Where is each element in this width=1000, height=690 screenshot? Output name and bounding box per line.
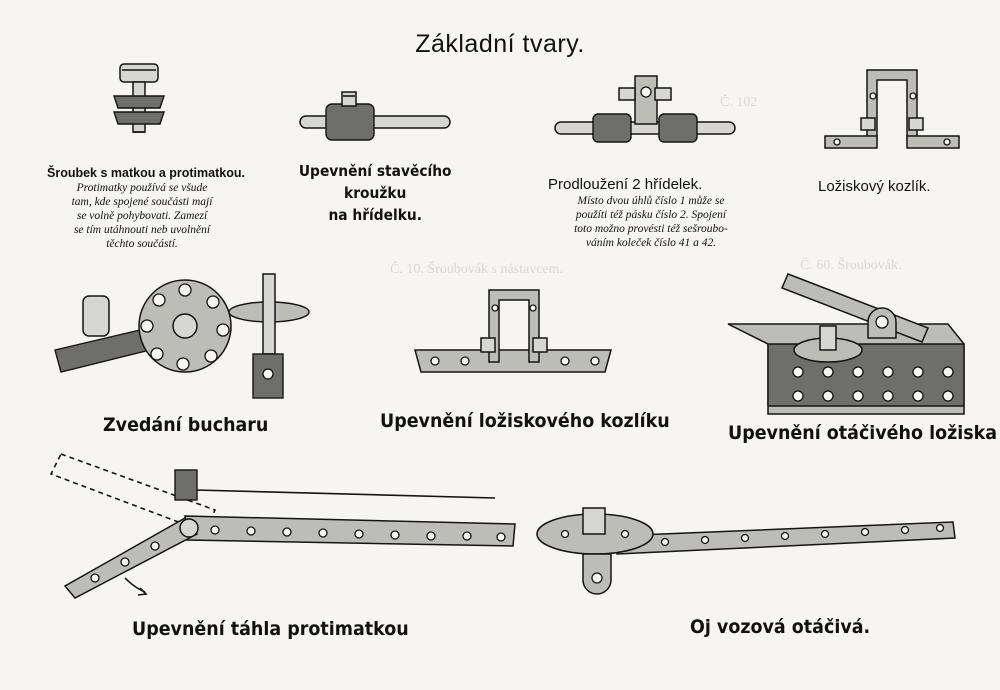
- show-through-text: Č. 10. Šroubovák s nástavcem.: [390, 262, 564, 277]
- note-bolt: Protimatky používá se všude tam, kde spojené součásti mají se volně pohybovati. Zamezí se tím utáhnouti neb uvolnění těchto součástí.: [71, 182, 213, 250]
- note-extension: Místo dvou úhlů číslo 1 může se použíti též pásku číslo 2. Spojení toto možno provésti též sešroubo- váním koleček číslo 41 a 42.: [574, 195, 728, 249]
- steering-illustration: [535, 500, 955, 600]
- show-through-text: Č. 60. Šroubovák.: [800, 258, 902, 273]
- caption-steering: Oj vozová otáčivá.: [690, 616, 871, 638]
- caption-collar: Upevnění stavěcího kroužku na hřídelku.: [298, 162, 452, 224]
- caption-bolt: Šroubek s matkou a protimatkou.: [47, 166, 245, 180]
- page-title: Základní tvary.: [415, 30, 585, 58]
- show-through-text: Č. 102: [720, 95, 758, 110]
- extension-illustration: [555, 70, 735, 160]
- caption-hammer: Zvedání bucharu: [103, 414, 269, 436]
- rod-illustration: [55, 450, 515, 600]
- bolt-illustration: [100, 62, 180, 152]
- pivot-mount-illustration: [728, 268, 968, 416]
- caption-bracket: Ložiskový kozlík.: [818, 178, 931, 195]
- bracket-illustration: [825, 66, 965, 156]
- caption-bracket-mount: Upevnění ložiskového kozlíku: [380, 410, 670, 432]
- caption-rod: Upevnění táhla protimatkou: [132, 618, 409, 640]
- collar-illustration: [300, 88, 460, 148]
- hammer-illustration: [55, 270, 315, 400]
- caption-pivot-mount: Upevnění otáčivého ložiska: [728, 422, 998, 444]
- caption-extension: Prodloužení 2 hřídelek.: [548, 176, 703, 193]
- bracket-mount-illustration: [415, 288, 615, 388]
